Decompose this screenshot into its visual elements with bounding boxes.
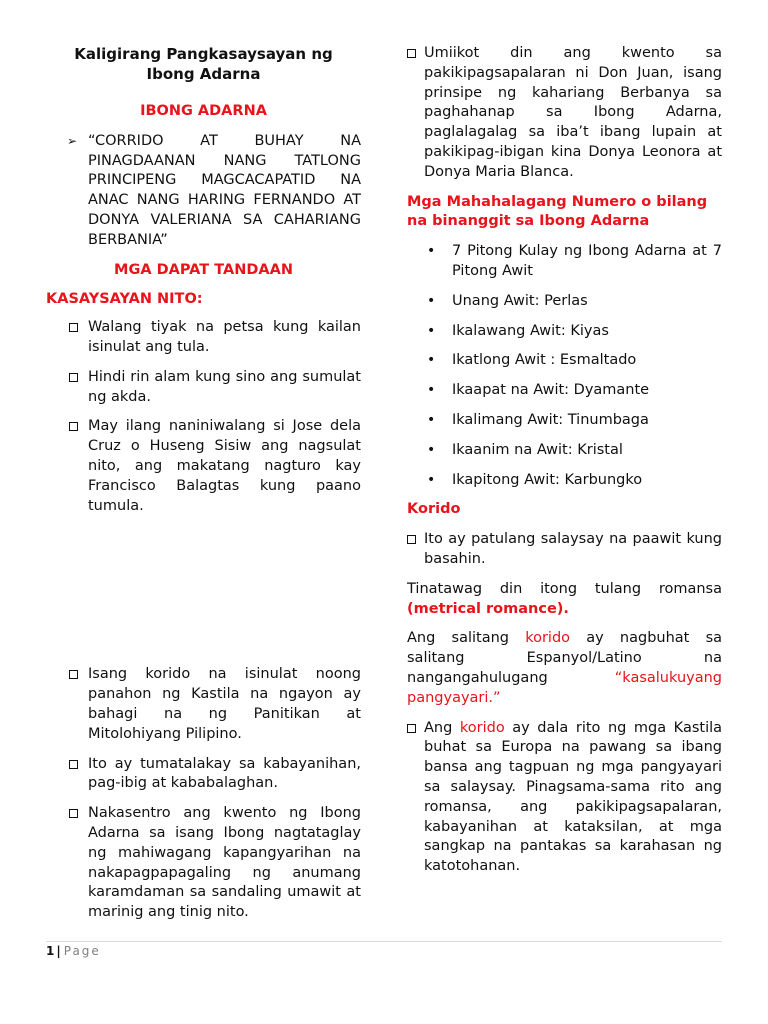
checkbox-bullet-icon <box>69 670 78 679</box>
checkbox-bullet-icon <box>407 49 416 58</box>
list-item: Ito ay patulang salaysay na paawit kung basahin. <box>407 530 722 570</box>
bullet-dot-icon: • <box>427 292 436 309</box>
list-item: May ilang naniniwalang si Jose dela Cruz o Huseng Sisiw ang nagsulat nito, ang makatang nagturo kay Francisco Balagtas kung paano tumula. <box>46 417 361 516</box>
list-item: • Ikalawang Awit: Kiyas <box>407 322 722 342</box>
list-item: • Unang Awit: Perlas <box>407 292 722 312</box>
heading-mga-dapat-tandaan: MGA DAPAT TANDAAN <box>114 261 293 278</box>
right-column <box>407 44 722 877</box>
page-label: Page <box>63 944 101 958</box>
checkbox-bullet-icon <box>69 760 78 769</box>
heading-kasaysayan-nito: KASAYSAYAN NITO: <box>46 291 203 308</box>
checkbox-bullet-icon <box>407 535 416 544</box>
bullet-dot-icon: • <box>427 243 436 260</box>
left-column <box>46 44 361 923</box>
list-item: • 7 Pitong Kulay ng Ibong Adarna at 7 Pitong Awit <box>427 243 722 279</box>
arrow-bullet-icon: ➢ <box>67 133 78 148</box>
list-item: • Ikapitong Awit: Karbungko <box>407 471 722 491</box>
bullet-dot-icon: • <box>427 382 436 399</box>
footer-divider <box>46 941 722 942</box>
list-item: Isang korido na isinulat noong panahon ng Kastila na ngayon ay bahagi na ng Panitikan at Mitolohiyang Pilipino. <box>46 665 361 744</box>
page-number: 1 <box>46 944 55 958</box>
list-item: • Ikaapat na Awit: Dyamante <box>407 381 722 401</box>
tinatawag-paragraph: Tinatawag din itong tulang romansa (metrical romance). <box>407 580 722 617</box>
checkbox-bullet-icon <box>69 809 78 818</box>
subtitle-ibong-adarna: IBONG ADARNA <box>140 103 267 119</box>
intro-item: Umiikot din ang kwento sa pakikipagsapalaran ni Don Juan, isang prinsipe ng kahariang Berbanya sa paghahanap sa Ibong Adarna, paglalagalag sa iba’t ibang lupain at pakikipag-ibigan kina Donya Leonora at Donya Maria Blanca. <box>407 44 722 183</box>
page-footer <box>46 943 101 959</box>
checkbox-bullet-icon <box>407 724 416 733</box>
heading-mahahalagang-numero: Mga Mahahalagang Numero o bilang na binanggit sa Ibong Adarna <box>407 193 708 230</box>
list-item: Ang korido ay dala rito ng mga Kastila buhat sa Europa na pawang sa ibang bansa ang tagpuan ng mga pangyayari sa salaysay. Pinagsama-sama rito ang romansa, ang pakikipagsapalaran, kabayanihan at kataksilan, at mga sangkap na pantakas sa karahasan ng katotohanan. <box>407 719 722 877</box>
blank-space <box>46 516 361 665</box>
salitang-korido-paragraph: Ang salitang korido ay nagbuhat sa salitang Espanyol/Latino na nangangahulugang “kasalukuyang pangyayari.” <box>407 630 723 706</box>
list-item: Walang tiyak na petsa kung kailan isinulat ang tula. <box>46 318 361 358</box>
heading-korido: Korido <box>407 501 461 518</box>
bullet-dot-icon: • <box>427 322 436 339</box>
bullet-dot-icon: • <box>427 441 436 458</box>
quote-item <box>46 132 361 251</box>
list-item: • Ikatlong Awit : Esmaltado <box>407 351 722 371</box>
checkbox-bullet-icon <box>69 422 78 431</box>
footer-separator: | <box>56 944 61 958</box>
list-item: Nakasentro ang kwento ng Ibong Adarna sa isang Ibong nagtataglay ng mahiwagang kapangyarihan na nakapagpapagaling ng anumang karamdaman sa sandaling umawit at marinig ang tinig nito. <box>46 804 361 923</box>
list-item: • Ikaanim na Awit: Kristal <box>407 441 722 461</box>
bullet-dot-icon: • <box>427 411 436 428</box>
document-title: Kaligirang Pangkasaysayan ng Ibong Adarna <box>74 45 333 83</box>
list-item: Hindi rin alam kung sino ang sumulat ng akda. <box>46 368 361 408</box>
list-item: • Ikalimang Awit: Tinumbaga <box>407 411 722 431</box>
bullet-dot-icon: • <box>427 352 436 369</box>
checkbox-bullet-icon <box>69 323 78 332</box>
checkbox-bullet-icon <box>69 373 78 382</box>
quote-text: “CORRIDO AT BUHAY NA PINAGDAANAN NANG TATLONG PRINCIPENG MAGCACAPATID NA ANAC NANG HARING FERNANDO AT DONYA VALERIANA SA CAHARIANG BERBANIA” <box>88 132 361 248</box>
bullet-dot-icon: • <box>427 471 436 488</box>
list-item: Ito ay tumatalakay sa kabayanihan, pag-ibig at kababalaghan. <box>46 755 361 795</box>
